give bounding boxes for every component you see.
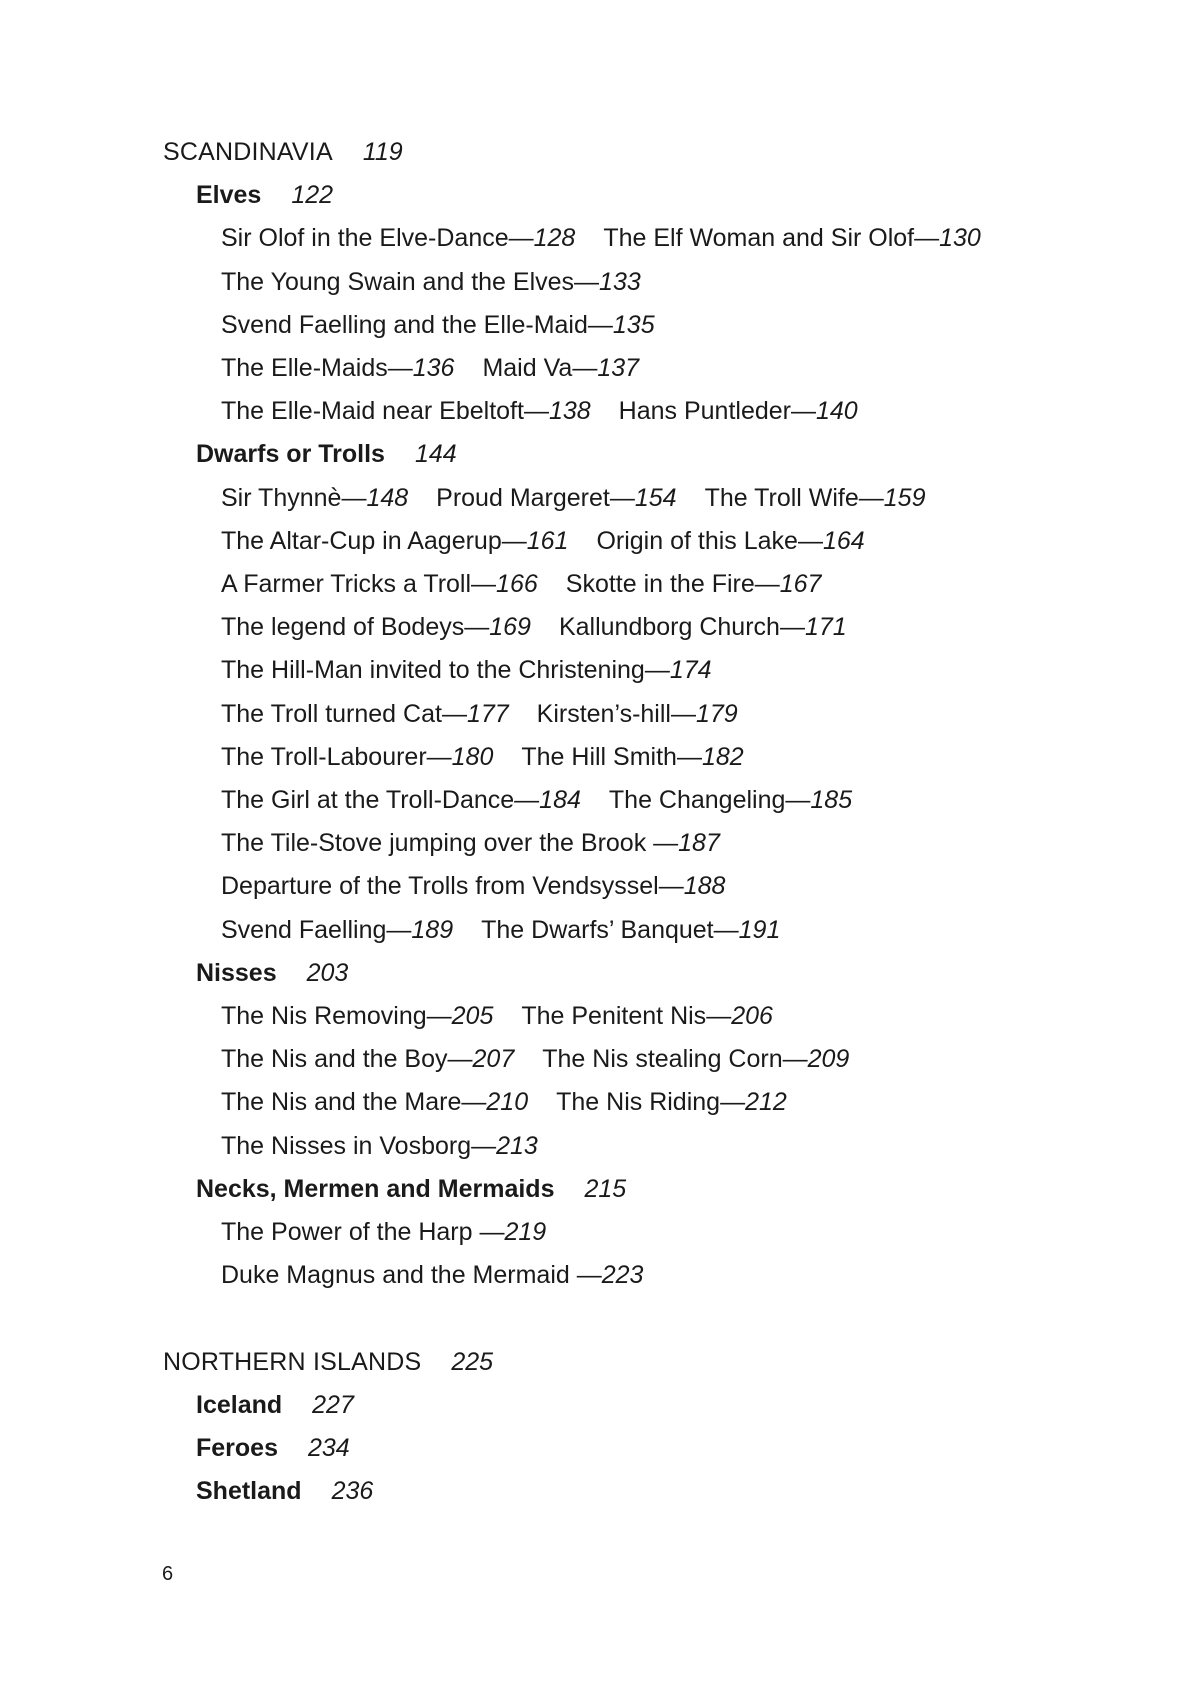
entry-dash: — [386,915,412,944]
toc-line [221,1001,773,1031]
section-title: Nisses [196,958,277,987]
entry-page-number: 207 [472,1045,515,1074]
entry-title: The Power of the Harp [221,1218,480,1246]
entry-dash: — [464,613,490,642]
section-title: Dwarfs or Trolls [196,440,385,469]
entry-page-number: 137 [597,354,640,382]
toc-line [221,526,865,556]
entry-dash: — [508,224,534,253]
entry-dash: — [572,354,598,382]
toc-line [221,1260,643,1290]
section-title: Elves [196,181,262,210]
entry-page-number: 164 [822,526,865,555]
entry-dash: — [797,526,823,555]
entry-title: The Elle-Maids [221,354,388,382]
entry-page-number: 180 [451,742,494,771]
part-heading [163,1347,493,1377]
entry-page-number: 171 [804,613,847,642]
entry-dash: — [779,613,805,642]
entry-title: Departure of the Trolls from Vendsyssel [221,872,659,901]
entry-dash: — [790,397,816,426]
entry-page-number: 133 [599,267,641,296]
toc-line [221,1131,538,1161]
toc-line [221,223,981,253]
entry-title: Proud Margeret [436,483,610,512]
entry-dash: — [720,1088,746,1117]
page-number: 6 [162,1563,174,1585]
toc-line [221,699,738,729]
entry-title: Origin of this Lake [596,526,798,555]
entry-page-number: 185 [810,786,853,814]
section-title: Shetland [196,1477,302,1506]
section-page-number: 215 [584,1174,627,1203]
toc-line [221,267,641,297]
entry-dash: — [914,224,940,253]
entry-dash: — [653,829,679,858]
part-page-number: 119 [362,138,403,166]
entry-page-number: 135 [612,310,655,339]
entry-page-number: 169 [489,613,531,642]
entry-title: Skotte in the Fire [565,570,755,598]
entry-page-number: 161 [526,526,569,555]
entry-page-number: 177 [466,699,509,728]
entry-page-number: 188 [683,872,726,901]
entry-title: The Elf Woman and Sir Olof [603,224,915,253]
entry-title: The Penitent Nis [521,1002,707,1030]
entry-page-number: 189 [411,915,454,944]
section-page-number: 203 [306,958,349,987]
entry-title: Sir Thynnè [221,483,342,512]
toc-line [221,569,821,599]
entry-page-number: 138 [548,397,591,426]
toc-line [221,828,720,858]
part-title: NORTHERN ISLANDS [163,1347,422,1376]
entry-title: Hans Puntleder [618,397,791,426]
entry-dash: — [523,397,549,426]
section-page-number: 227 [312,1390,354,1419]
entry-page-number: 212 [745,1088,787,1117]
toc-line [221,612,847,642]
entry-title: The Elle-Maid near Ebeltoft [221,397,524,426]
entry-dash: — [471,1131,497,1160]
entry-page-number: 209 [807,1045,850,1074]
entry-dash: — [706,1002,732,1030]
entry-title: A Farmer Tricks a Troll [221,570,472,598]
entry-title: The Nis and the Boy [221,1045,448,1074]
section-heading [196,958,348,988]
entry-title: The Nis Riding [556,1088,721,1117]
entry-page-number: 174 [669,656,712,685]
toc-line [221,742,744,772]
toc-line [221,483,926,513]
entry-title: Kirsten’s-hill [536,699,671,728]
entry-page-number: 179 [695,699,738,728]
entry-title: The Changeling [608,786,786,814]
entry-dash: — [644,656,670,685]
entry-title: Maid Va [482,354,573,382]
entry-page-number: 219 [504,1218,547,1246]
toc-line [221,1044,849,1074]
section-title: Iceland [196,1390,283,1419]
entry-title: The Nis stealing Corn [542,1045,783,1074]
part-page-number: 225 [451,1347,494,1376]
toc-line [221,655,712,685]
toc-line [221,353,639,383]
section-heading [196,1433,350,1463]
toc-line [221,915,780,945]
toc-line [221,310,655,340]
entry-title: Svend Faelling and the Elle-Maid [221,310,588,339]
section-page-number: 122 [291,181,334,210]
entry-title: The Girl at the Troll-Dance [221,786,515,814]
entry-dash: — [676,742,702,771]
entry-dash: — [754,570,780,598]
entry-title: The Nis Removing [221,1002,427,1030]
entry-dash: — [785,786,811,814]
entry-title: The Nis and the Mare [221,1088,462,1117]
entry-page-number: 167 [779,570,822,598]
entry-title: Sir Olof in the Elve-Dance [221,224,509,253]
entry-dash: — [609,483,635,512]
entry-page-number: 210 [486,1088,529,1117]
entry-title: The Troll Wife [704,483,859,512]
entry-page-number: 184 [539,786,581,814]
entry-dash: — [341,483,367,512]
entry-page-number: 213 [496,1131,538,1160]
entry-title: Kallundborg Church [558,613,780,642]
toc-line [221,1087,787,1117]
toc-line [221,871,725,901]
entry-page-number: 159 [883,483,926,512]
entry-page-number: 166 [496,570,538,598]
entry-page-number: 187 [678,829,720,858]
entry-title: The Troll-Labourer [221,742,427,771]
entry-dash: — [441,699,467,728]
entry-dash: — [387,354,413,382]
entry-title: The legend of Bodeys [221,613,465,642]
entry-dash: — [479,1218,505,1246]
entry-dash: — [576,1261,602,1290]
section-heading [196,180,333,210]
entry-page-number: 154 [634,483,677,512]
entry-dash: — [471,570,497,598]
entry-dash: — [501,526,527,555]
entry-page-number: 148 [366,483,409,512]
entry-dash: — [587,310,613,339]
entry-page-number: 128 [533,224,576,253]
part-title: SCANDINAVIA [163,138,333,166]
section-page-number: 144 [414,440,457,469]
entry-page-number: 130 [939,224,981,253]
entry-page-number: 182 [701,742,744,771]
entry-title: The Troll turned Cat [221,699,442,728]
section-title: Feroes [196,1434,278,1462]
entry-title: The Hill Smith [521,742,677,771]
entry-dash: — [426,1002,452,1030]
entry-dash: — [447,1045,473,1074]
entry-page-number: 206 [731,1002,773,1030]
section-title: Necks, Mermen and Mermaids [196,1174,555,1203]
entry-title: The Tile-Stove jumping over the Brook [221,829,654,858]
part-heading [163,137,403,167]
entry-dash: — [713,915,739,944]
entry-title: The Dwarfs’ Banquet [481,915,714,944]
entry-dash: — [782,1045,808,1074]
entry-page-number: 140 [815,397,858,426]
section-heading [196,1476,373,1506]
entry-title: The Hill-Man invited to the Christening [221,656,645,685]
section-heading [196,1390,354,1420]
entry-dash: — [514,786,540,814]
entry-page-number: 136 [412,354,455,382]
entry-title: The Altar-Cup in Aagerup [221,526,502,555]
entry-page-number: 205 [451,1002,494,1030]
entry-dash: — [426,742,452,771]
entry-dash: — [461,1088,487,1117]
toc-line [221,785,852,815]
entry-dash: — [574,267,600,296]
entry-dash: — [858,483,884,512]
section-page-number: 234 [307,1434,350,1462]
entry-dash: — [670,699,696,728]
entry-title: Duke Magnus and the Mermaid [221,1261,577,1290]
entry-dash: — [658,872,684,901]
section-heading [196,1174,626,1204]
section-heading [196,439,457,469]
section-page-number: 236 [331,1477,374,1506]
entry-title: Svend Faelling [221,915,387,944]
toc-line [221,1217,546,1247]
toc-line [221,396,858,426]
entry-title: The Nisses in Vosborg [221,1131,472,1160]
entry-title: The Young Swain and the Elves [221,267,575,296]
entry-page-number: 223 [601,1261,644,1290]
entry-page-number: 191 [738,915,781,944]
